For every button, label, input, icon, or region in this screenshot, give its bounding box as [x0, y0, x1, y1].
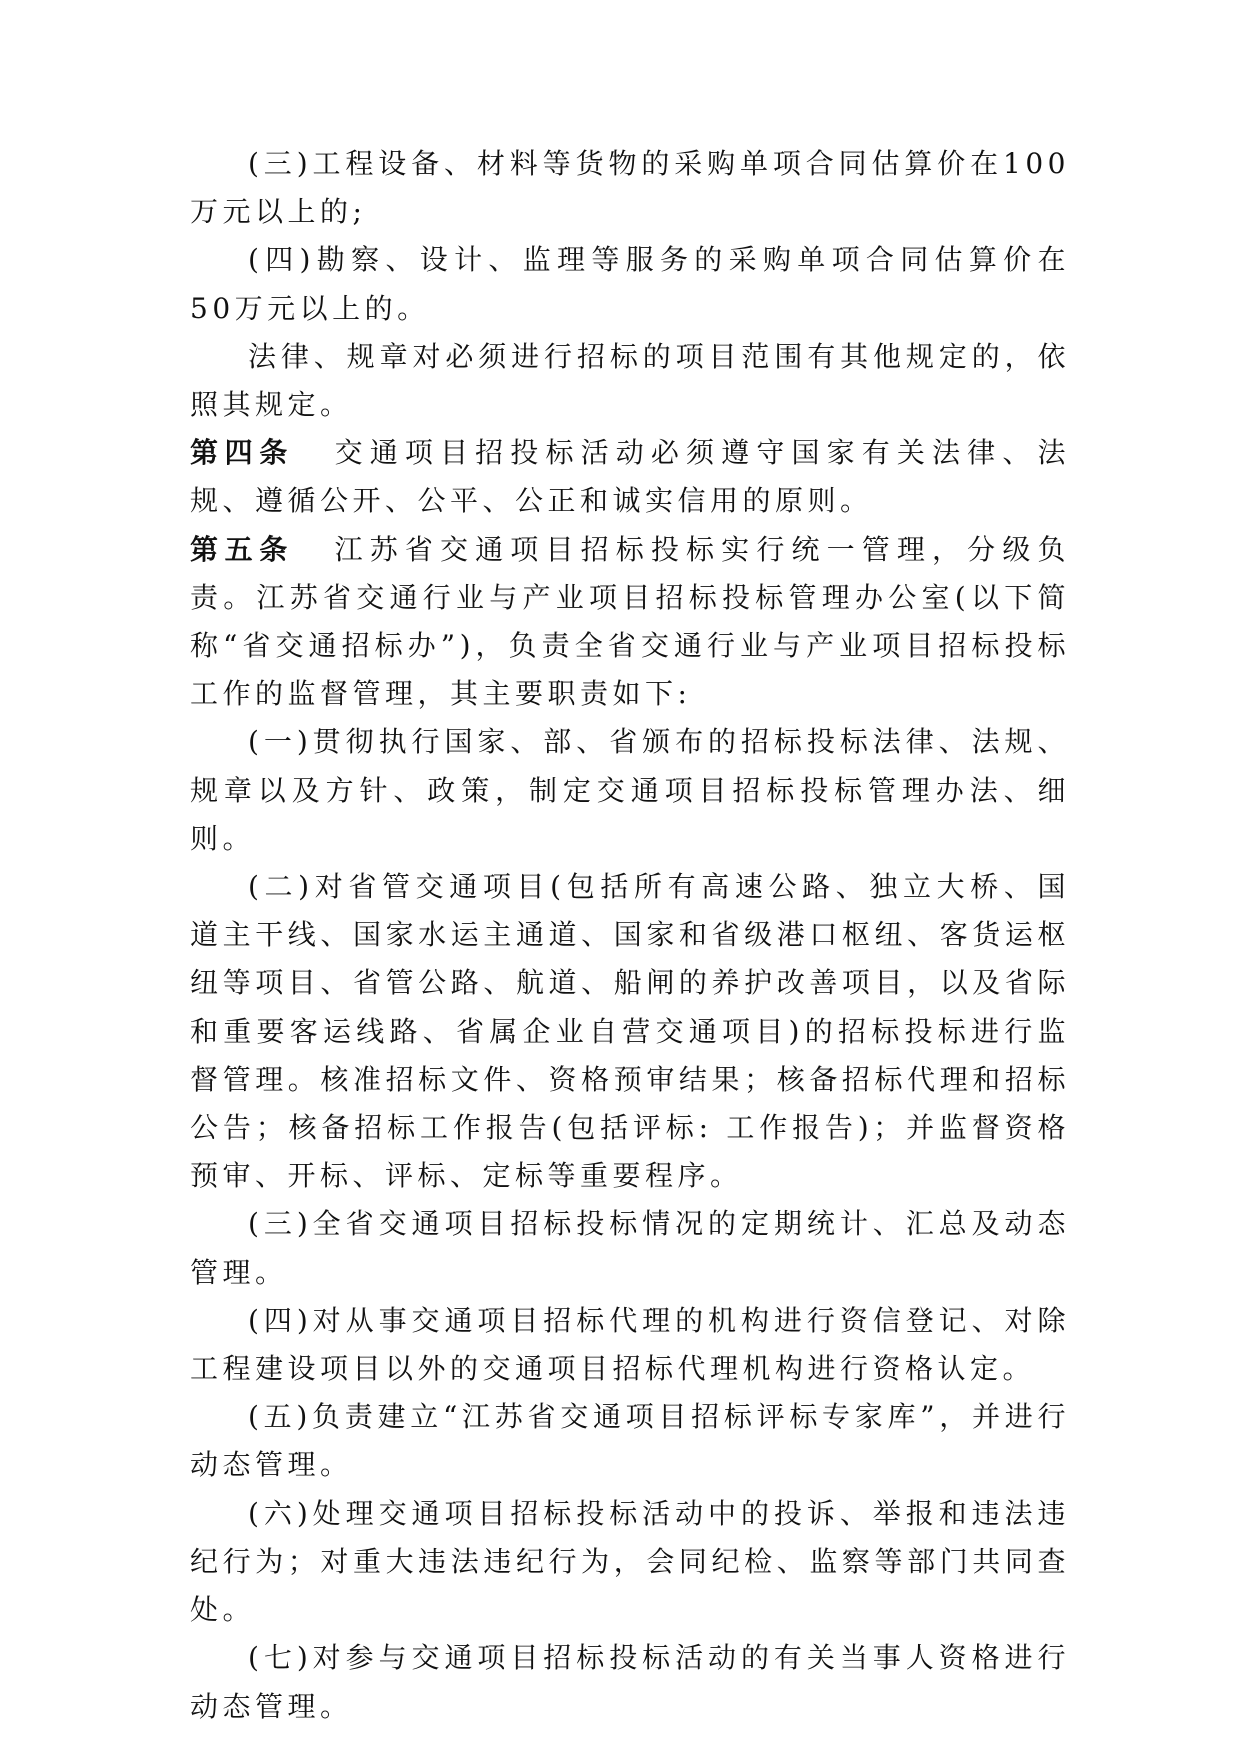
article-four-label: 第四条 — [190, 436, 294, 470]
duty-three: (三)全省交通项目招标投标情况的定期统计、汇总及动态管理。 — [190, 1207, 1070, 1289]
article-five — [190, 526, 1070, 719]
duty-four: (四)对从事交通项目招标代理的机构进行资信登记、对除工程建设项目以外的交通项目招标代理机构进行资格认定。 — [190, 1303, 1070, 1386]
duty-two: (二)对省管交通项目(包括所有高速公路、独立大桥、国道主干线、国家水运主通道、国家和省级港口枢纽、客货运枢纽等项目、省管公路、航道、船闸的养护改善项目，以及省际和重要客运线路、省属企业自营交通项目)的招标投标进行监督管理。核准招标文件、资格预审结果；核备招标代理和招标公告；核备招标工作报告(包括评标: 工作报告)；并监督资格预审、开标、评标、定标等重要程序。 — [190, 870, 1070, 1193]
article-four — [190, 429, 1070, 525]
item-four-services-procurement: (四)勘察、设计、监理等服务的采购单项合同估算价在50万元以上的。 — [190, 243, 1070, 325]
other-regulations-paragraph: 法律、规章对必须进行招标的项目范围有其他规定的，依照其规定。 — [190, 339, 1070, 422]
item-three-goods-procurement: (三)工程设备、材料等货物的采购单项合同估算价在100万元以上的; — [190, 147, 1070, 229]
article-five-text: 江苏省交通项目招标投标实行统一管理，分级负责。江苏省交通行业与产业项目招标投标管理办公室(以下简称“省交通招标办”)，负责全省交通行业与产业项目招标投标工作的监督管理，其主要职责如下: — [190, 532, 1070, 711]
duty-seven: (七)对参与交通项目招标投标活动的有关当事人资格进行动态管理。 — [190, 1641, 1070, 1723]
document-body — [190, 140, 1070, 1731]
duty-one: (一)贯彻执行国家、部、省颁布的招标投标法律、法规、规章以及方针、政策，制定交通项目招标投标管理办法、细则。 — [190, 725, 1070, 855]
duty-six: (六)处理交通项目招标投标活动中的投诉、举报和违法违纪行为；对重大违法违纪行为，会同纪检、监察等部门共同查处。 — [190, 1496, 1070, 1627]
duty-five: (五)负责建立“江苏省交通项目招标评标专家库”，并进行动态管理。 — [190, 1400, 1070, 1482]
article-five-label: 第五条 — [190, 532, 294, 566]
article-four-text: 交通项目招投标活动必须遵守国家有关法律、法规、遵循公开、公平、公正和诚实信用的原则。 — [190, 436, 1070, 518]
